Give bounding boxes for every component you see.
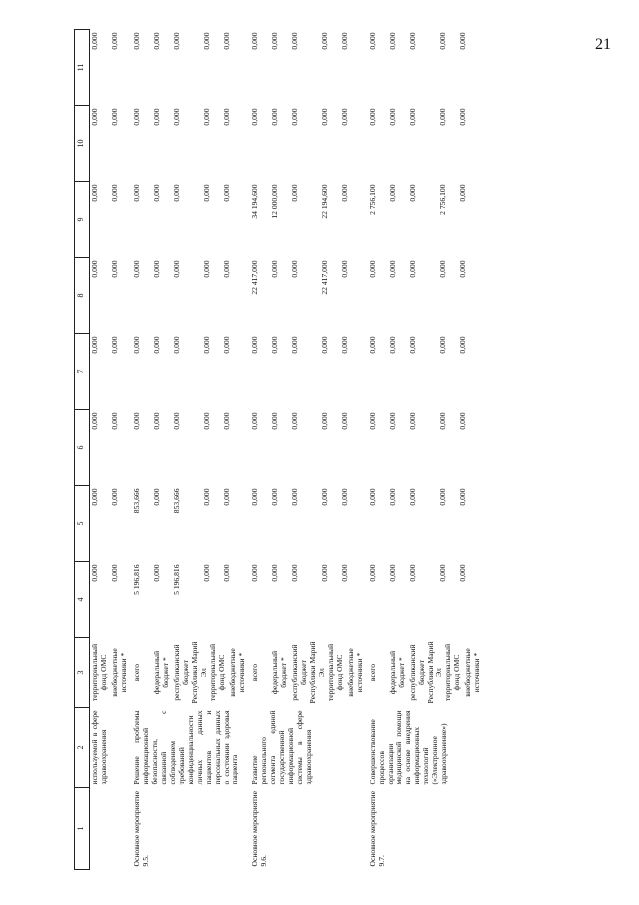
- value-cell: 0,000: [367, 336, 377, 354]
- value-cell: 0,000: [319, 32, 329, 50]
- value-cell: 0,000: [339, 260, 349, 278]
- funding-sources: [250, 638, 368, 708]
- value-column-9: [368, 182, 486, 258]
- value-cell: 0,000: [249, 488, 259, 506]
- value-cell: 0,000: [202, 412, 211, 430]
- value-cell: 0,000: [437, 32, 447, 50]
- value-cell: 0,000: [90, 412, 99, 430]
- value-cell: 0,000: [407, 564, 417, 582]
- value-cell: 0,000: [457, 412, 467, 430]
- funding-sources: [368, 638, 486, 708]
- measure-description: Решение проблемы информационной безопасности, связанной с соблюдением требований конфиденциальности личных данных пациентов и персональных данных о состоянии здоровья пациента: [132, 710, 240, 785]
- value-cell: 0,000: [407, 336, 417, 354]
- value-cell: 0,000: [249, 564, 259, 582]
- value-cell: 0,000: [269, 108, 279, 126]
- value-cell: 0,000: [339, 108, 349, 126]
- value-column-10: [368, 106, 486, 182]
- value-column-7: [90, 334, 133, 410]
- column-header-4: 4: [75, 562, 90, 638]
- value-cell: 0,000: [110, 564, 119, 582]
- value-cell: 0,000: [367, 260, 377, 278]
- value-cell: 0,000: [289, 412, 299, 430]
- value-cell: 0,000: [152, 260, 161, 278]
- value-cell: 0,000: [90, 260, 99, 278]
- measure-description: Развитие регионального сегмента единой государственной информационной системы в сфере здравоохранения: [249, 710, 313, 785]
- financing-table: [74, 29, 485, 870]
- value-column-10: [132, 106, 250, 182]
- value-cell: 0,000: [387, 260, 397, 278]
- value-cell: 0,000: [407, 488, 417, 506]
- value-cell: 0,000: [269, 260, 279, 278]
- measure-title: Основное мероприятие 9.6.: [249, 791, 268, 867]
- value-cell: 0,000: [90, 184, 99, 202]
- value-column-11: [90, 30, 133, 106]
- value-cell: 0,000: [437, 336, 447, 354]
- value-cell: 0,000: [132, 184, 141, 202]
- value-column-10: [250, 106, 368, 182]
- value-cell: 853,666: [132, 488, 141, 514]
- value-cell: 0,000: [202, 184, 211, 202]
- value-cell: 0,000: [172, 32, 181, 50]
- value-cell: 0,000: [457, 32, 467, 50]
- measure-row: [250, 30, 368, 870]
- value-cell: 0,000: [202, 108, 211, 126]
- value-cell: 0,000: [90, 108, 99, 126]
- value-cell: 0,000: [457, 336, 467, 354]
- measure-row: [368, 30, 486, 870]
- value-cell: 0,000: [319, 108, 329, 126]
- value-cell: 0,000: [202, 336, 211, 354]
- value-column-8: [368, 258, 486, 334]
- column-header-11: 11: [75, 30, 90, 106]
- value-cell: 0,000: [152, 336, 161, 354]
- value-cell: 0,000: [222, 260, 231, 278]
- value-cell: 853,666: [172, 488, 181, 514]
- value-cell: 0,000: [269, 488, 279, 506]
- value-cell: 0,000: [437, 488, 447, 506]
- value-column-7: [250, 334, 368, 410]
- measure-row: [90, 30, 133, 870]
- value-cell: 0,000: [172, 336, 181, 354]
- funding-source-label: федеральный бюджет *: [387, 650, 406, 695]
- value-cell: 0,000: [222, 32, 231, 50]
- column-number-row: [75, 30, 90, 870]
- value-cell: 0,000: [269, 32, 279, 50]
- column-header-1: 1: [75, 788, 90, 870]
- value-column-9: [250, 182, 368, 258]
- value-cell: 0,000: [407, 412, 417, 430]
- value-cell: 22 417,000: [319, 260, 329, 295]
- value-cell: 0,000: [222, 108, 231, 126]
- value-cell: 0,000: [437, 564, 447, 582]
- column-header-7: 7: [75, 334, 90, 410]
- value-cell: 0,000: [387, 184, 397, 202]
- value-cell: 5 196,816: [172, 564, 181, 595]
- value-cell: 0,000: [387, 564, 397, 582]
- measure-title: Основное мероприятие 9.5.: [132, 791, 150, 867]
- value-column-6: [90, 410, 133, 486]
- value-cell: 0,000: [457, 260, 467, 278]
- funding-source-label: республиканский бюджет Республики Марий Эл: [172, 641, 208, 704]
- value-cell: 0,000: [339, 32, 349, 50]
- funding-sources: [132, 638, 250, 708]
- value-cell: 0,000: [269, 336, 279, 354]
- value-cell: 0,000: [222, 336, 231, 354]
- value-cell: 0,000: [222, 184, 231, 202]
- value-column-10: [90, 106, 133, 182]
- value-cell: 0,000: [249, 32, 259, 50]
- column-header-2: 2: [75, 708, 90, 788]
- value-cell: 0,000: [367, 564, 377, 582]
- value-column-4: [250, 562, 368, 638]
- value-cell: 0,000: [289, 32, 299, 50]
- value-cell: 2 756,100: [437, 184, 447, 215]
- funding-source-label: федеральный бюджет *: [152, 650, 170, 695]
- column-header-5: 5: [75, 486, 90, 562]
- value-cell: 0,000: [90, 336, 99, 354]
- value-cell: 0,000: [437, 108, 447, 126]
- value-cell: 0,000: [289, 260, 299, 278]
- value-cell: 0,000: [367, 412, 377, 430]
- value-cell: 0,000: [387, 412, 397, 430]
- value-cell: 0,000: [249, 108, 259, 126]
- value-cell: 0,000: [457, 108, 467, 126]
- measure-title: [90, 788, 133, 870]
- funding-source-label: территориальный фонд ОМС: [207, 643, 226, 702]
- measure-title: Основное мероприятие 9.7.: [367, 791, 386, 867]
- value-cell: 0,000: [172, 412, 181, 430]
- value-cell: 0,000: [437, 412, 447, 430]
- value-column-7: [368, 334, 486, 410]
- column-header-3: 3: [75, 638, 90, 708]
- value-cell: 0,000: [457, 488, 467, 506]
- funding-sources: [90, 638, 133, 708]
- value-cell: 0,000: [110, 336, 119, 354]
- value-cell: 0,000: [339, 412, 349, 430]
- value-column-6: [132, 410, 250, 486]
- value-cell: 2 756,100: [367, 184, 377, 215]
- value-cell: 0,000: [202, 32, 211, 50]
- value-cell: 0,000: [110, 32, 119, 50]
- value-cell: 0,000: [132, 32, 141, 50]
- value-cell: 0,000: [269, 412, 279, 430]
- value-cell: 0,000: [152, 488, 161, 506]
- value-cell: 0,000: [132, 260, 141, 278]
- value-cell: 0,000: [319, 336, 329, 354]
- value-cell: 34 194,600: [249, 184, 259, 219]
- value-cell: 0,000: [202, 564, 211, 582]
- funding-source-label: всего: [249, 663, 259, 682]
- value-cell: 0,000: [407, 108, 417, 126]
- value-cell: 0,000: [289, 488, 299, 506]
- value-cell: 0,000: [202, 260, 211, 278]
- value-cell: 0,000: [289, 564, 299, 582]
- value-column-4: [90, 562, 133, 638]
- value-cell: 0,000: [367, 488, 377, 506]
- column-header-6: 6: [75, 410, 90, 486]
- column-header-9: 9: [75, 182, 90, 258]
- value-cell: 0,000: [339, 564, 349, 582]
- value-cell: 0,000: [172, 260, 181, 278]
- funding-source-label: внебюджетные источники *: [345, 648, 364, 697]
- value-cell: 5 196,816: [132, 564, 141, 595]
- value-cell: 0,000: [90, 564, 99, 582]
- funding-source-label: республиканский бюджет Республики Марий Эл: [289, 641, 326, 704]
- page-number: 21: [595, 36, 611, 53]
- value-cell: 0,000: [110, 412, 119, 430]
- value-cell: 0,000: [339, 336, 349, 354]
- funding-source-label: внебюджетные источники *: [110, 648, 128, 697]
- value-column-6: [250, 410, 368, 486]
- value-cell: 0,000: [172, 108, 181, 126]
- value-cell: 0,000: [202, 488, 211, 506]
- value-cell: 0,000: [387, 32, 397, 50]
- value-column-11: [132, 30, 250, 106]
- value-column-5: [90, 486, 133, 562]
- value-cell: 0,000: [319, 412, 329, 430]
- value-cell: 0,000: [172, 184, 181, 202]
- value-cell: 0,000: [152, 564, 161, 582]
- value-cell: 0,000: [132, 412, 141, 430]
- funding-source-label: территориальный фонд ОМС: [325, 643, 344, 702]
- value-cell: 22 194,600: [319, 184, 329, 219]
- value-cell: 0,000: [457, 184, 467, 202]
- value-column-5: [368, 486, 486, 562]
- value-cell: 0,000: [110, 488, 119, 506]
- funding-source-label: территориальный фонд ОМС: [443, 643, 462, 702]
- value-cell: 0,000: [222, 412, 231, 430]
- value-cell: 0,000: [367, 32, 377, 50]
- value-cell: 0,000: [387, 336, 397, 354]
- value-cell: 0,000: [249, 412, 259, 430]
- value-cell: 0,000: [110, 260, 119, 278]
- funding-source-label: всего: [367, 663, 377, 682]
- measure-description: используемой в сфере здравоохранения: [90, 710, 108, 785]
- rotated-table-page: [74, 30, 614, 870]
- value-cell: 0,000: [110, 184, 119, 202]
- funding-source-label: внебюджетные источники *: [227, 648, 246, 697]
- value-cell: 0,000: [289, 108, 299, 126]
- value-column-4: [132, 562, 250, 638]
- value-cell: 0,000: [387, 488, 397, 506]
- funding-source-label: внебюджетные источники *: [463, 648, 482, 697]
- value-cell: 0,000: [339, 184, 349, 202]
- value-column-6: [368, 410, 486, 486]
- value-column-8: [90, 258, 133, 334]
- value-column-9: [90, 182, 133, 258]
- value-cell: 0,000: [437, 260, 447, 278]
- value-cell: 22 417,000: [249, 260, 259, 295]
- value-cell: 0,000: [407, 260, 417, 278]
- funding-source-label: территориальный фонд ОМС: [90, 643, 108, 702]
- value-cell: 0,000: [90, 32, 99, 50]
- value-cell: 0,000: [110, 108, 119, 126]
- value-cell: 0,000: [90, 488, 99, 506]
- funding-source-label: федеральный бюджет *: [269, 650, 288, 695]
- value-cell: 0,000: [132, 336, 141, 354]
- measure-description: Совершенствование процессов организации медицинской помощи на основе внедрения информационных технологий («Электронное здравоохранение»): [367, 710, 449, 785]
- value-cell: 0,000: [222, 564, 231, 582]
- measure-row: [132, 30, 250, 870]
- value-cell: 0,000: [222, 488, 231, 506]
- value-cell: 0,000: [152, 184, 161, 202]
- value-cell: 0,000: [319, 488, 329, 506]
- value-column-11: [250, 30, 368, 106]
- value-cell: 0,000: [249, 336, 259, 354]
- value-cell: 0,000: [387, 108, 397, 126]
- value-column-5: [250, 486, 368, 562]
- value-cell: 0,000: [289, 336, 299, 354]
- value-column-7: [132, 334, 250, 410]
- value-cell: 0,000: [152, 32, 161, 50]
- value-cell: 0,000: [407, 184, 417, 202]
- value-cell: 12 000,000: [269, 184, 279, 219]
- value-cell: 0,000: [319, 564, 329, 582]
- value-cell: 0,000: [457, 564, 467, 582]
- value-cell: 0,000: [132, 108, 141, 126]
- value-cell: 0,000: [269, 564, 279, 582]
- value-column-8: [250, 258, 368, 334]
- value-column-8: [132, 258, 250, 334]
- value-column-11: [368, 30, 486, 106]
- value-column-5: [132, 486, 250, 562]
- funding-source-label: всего: [132, 663, 141, 682]
- value-cell: 0,000: [289, 184, 299, 202]
- table-body: [90, 30, 486, 870]
- value-cell: 0,000: [367, 108, 377, 126]
- value-cell: 0,000: [339, 488, 349, 506]
- column-header-8: 8: [75, 258, 90, 334]
- value-column-9: [132, 182, 250, 258]
- column-header-10: 10: [75, 106, 90, 182]
- value-cell: 0,000: [152, 412, 161, 430]
- value-cell: 0,000: [407, 32, 417, 50]
- funding-source-label: республиканский бюджет Республики Марий Эл: [407, 641, 444, 704]
- value-cell: 0,000: [152, 108, 161, 126]
- value-column-4: [368, 562, 486, 638]
